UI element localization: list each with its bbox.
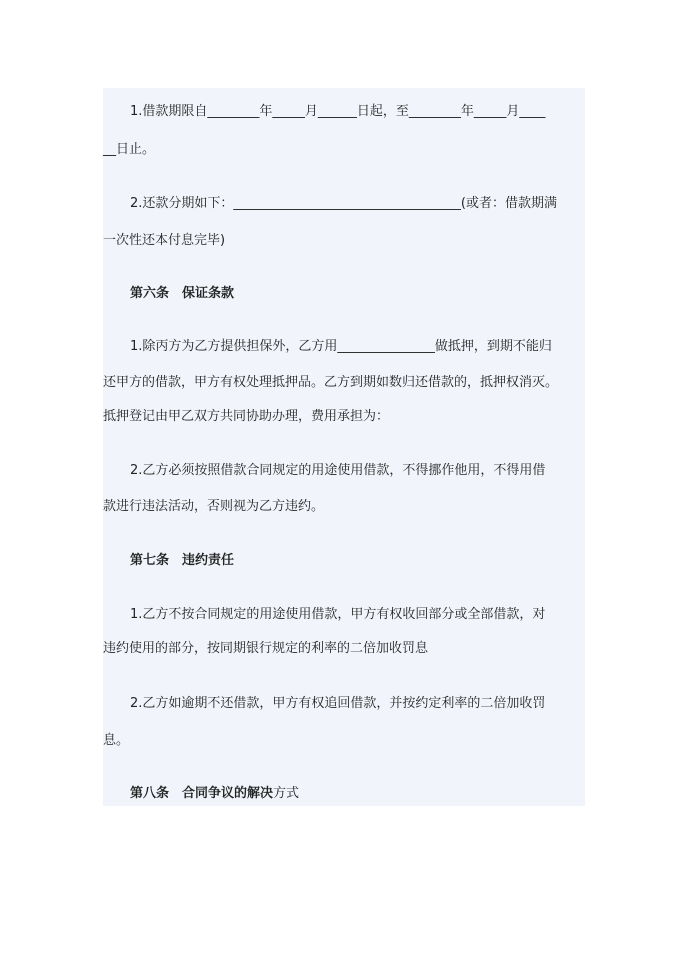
document-text-block xyxy=(103,88,585,806)
clause-7-item-2-line-1: 2.乙方如逾期不还借款，甲方有权追回借款，并按约定利率的二倍加收罚 xyxy=(130,696,546,711)
clause-6-item-2-line-1: 2.乙方必须按照借款合同规定的用途使用借款，不得挪作他用，不得用借 xyxy=(130,463,546,478)
clause-6-item-2-line-2: 款进行违法活动，否则视为乙方违约。 xyxy=(103,499,325,514)
section-heading-article-6: 第六条 保证条款 xyxy=(130,286,235,301)
clause-5-item-2-line-1: 2.还款分期如下：___________________________________(或者：借款期满 xyxy=(130,196,557,211)
section-heading-article-8-bold: 第八条 合同争议的解决 xyxy=(130,786,274,801)
clause-7-item-1-line-2: 违约使用的部分，按同期银行规定的利率的二倍加收罚息 xyxy=(103,641,429,656)
clause-6-item-1-line-3: 抵押登记由甲乙双方共同协助办理，费用承担为： xyxy=(103,409,390,424)
section-heading-article-8-tail: 方式 xyxy=(273,786,300,801)
clause-6-item-1-line-1: 1.除丙方为乙方提供担保外，乙方用_______________做抵押，到期不能归 xyxy=(130,339,552,354)
section-heading-article-7: 第七条 违约责任 xyxy=(130,553,235,568)
clause-6-item-1-line-2: 还甲方的借款，甲方有权处理抵押品。乙方到期如数归还借款的，抵押权消灭。 xyxy=(103,375,559,390)
section-heading-article-8 xyxy=(130,784,299,804)
clause-7-item-1-line-1: 1.乙方不按合同规定的用途使用借款，甲方有权收回部分或全部借款，对 xyxy=(130,607,546,622)
clause-5-item-1-line-1: 1.借款期限自________年_____月______日起，至________年_____月____ xyxy=(130,104,546,119)
clause-5-item-1-line-2: __日止。 xyxy=(103,142,156,157)
clause-5-item-2-line-2: 一次性还本付息完毕) xyxy=(103,233,226,248)
clause-7-item-2-line-2: 息。 xyxy=(103,733,130,748)
